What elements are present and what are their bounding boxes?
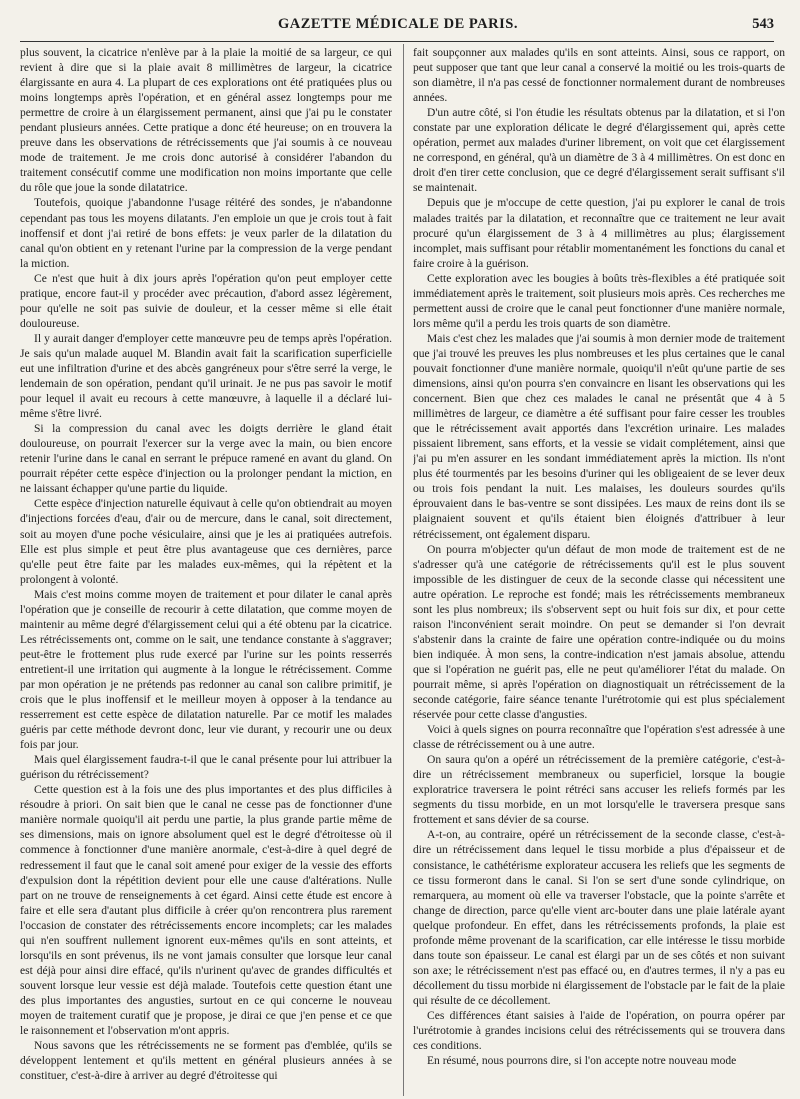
paragraph: Mais quel élargissement faudra-t-il que le canal présente pour lui attribuer la guérison du rétrécissement? [20, 754, 392, 782]
left-column [20, 46, 392, 1096]
column-divider [403, 44, 404, 1096]
paragraph: Si la compression du canal avec les doigts derrière le gland était douloureuse, on pourrait l'exercer sur la verge avec la main, ou bien encore retenir l'urine dans le canal en serrant le prépuce ramené en avant du gland. On pourrait répéter cette espèce d'injection ou la prolonger pendant la miction, en ne laissant échapper qu'une partie du liquide. [20, 423, 392, 496]
paragraph: En résumé, nous pourrons dire, si l'on accepte notre nouveau mode [427, 1055, 737, 1068]
paragraph: On pourra m'objecter qu'un défaut de mon mode de traitement est de ne s'adresser qu'à une catégorie de rétrécissements qu'il est le plus souvent impossible de les distinguer de ceux de la seconde classe qui nécessitent une autre opération. Le reproche est fondé; mais les rétrécissements membraneux sont les plus nombreux; ils s'observent sept ou huit fois sur dix, et pour cette raison l'inconvénient serait moindre. On peut se demander si l'on devrait s'abstenir dans la crainte de faire une opération contre-indiquée ou du moins bien indiquée. À mon sens, la contre-indication n'est jamais absolue, attendu que si l'opération ne guérit pas, elle ne peut qu'améliorer l'état du malade. On pourrait même, si après l'opération on diagnostiquait un rétrécissement de la seconde catégorie, faire séance tenante l'urétrotomie qui est plus spécialement réservée pour cette classe d'angusties. [413, 543, 785, 722]
paragraph: Mais c'est chez les malades que j'ai soumis à mon dernier mode de traitement que j'ai trouvé les preuves les plus nombreuses et les plus certaines que le canal pouvait fonctionner d'une manière normale, quoiqu'il n'eût qu'une partie de ses dimensions, ainsi qu'on pourra s'en convaincre en lisant les observations qui les concernent. Bien que chez ces malades le canal ne présentât que 4 à 5 millimètres de largeur, ce diamètre a été suffisant pour faire cesser les troubles que le rétrécissement avait apportés dans l'excrétion urinaire. Les malades pissaient librement, sans efforts, et la vessie se vidait complétement, ainsi que j'ai pu m'en assurer en les sondant immédiatement après la miction. Ils n'ont plus été tourmentés par les besoins d'uriner qui les obligeaient de se lever deux ou trois fois pendant la nuit. Les malaises, les douleurs sourdes qu'ils éprouvaient dans le bas-ventre se sont dissipées. Les maux de reins dont ils se plaignaient souvent et qu'ils étaient bien éloignés d'attribuer à leur rétrécissement, ont également disparu. [413, 332, 785, 541]
paragraph: plus souvent, la cicatrice n'enlève par à la plaie la moitié de sa largeur, ce qui revient à dire que si la plaie avait 8 millimètres de largeur, la cicatrice élargissante en aura 4. La plupart de ces explorations ont été pratiquées plus ou moins longtemps après l'opération, et en général assez longtemps pour me permettre de croire à un élargissement permanent, ainsi que j'ai pu le constater pendant plusieurs années. Cette pratique a donc été heureuse; on en trouvera la preuve dans les observations de rétrécissements que j'ai soumis à ce nouveau mode de traitement. Je me crois donc autorisé à considérer l'abandon du traitement consécutif comme une modification non moins importante que celle du rôle que joue la sonde dilatatrice. [20, 47, 392, 195]
paragraph: Ce n'est que huit à dix jours après l'opération qu'on peut employer cette pratique, encore faut-il y procéder avec précaution, d'abord assez légèrement, pour qu'elle ne soit pas suivie de douleur, et la cesser même si elle était douloureuse. [20, 272, 392, 330]
page-header [22, 16, 774, 38]
header-rule [20, 41, 774, 42]
right-column [413, 46, 785, 1096]
paragraph: A-t-on, au contraire, opéré un rétrécissement de la seconde classe, c'est-à-dire un rétrécissement dans lequel le tissu morbide a plus d'épaisseur et de consistance, le cathétérisme explorateur accusera les reliefs que les segments de ce tissu formeront dans le canal. Si l'on se sert d'une sonde cylindrique, on remarquera, au moment où elle va traverser l'obstacle, que la pointe s'arrête et change de direction, parce qu'elle vient arc-bouter dans une plaie latérale ayant quelque profondeur. En effet, dans les rétrécissements profonds, la plaie est profonde même provenant de la scarification, car elle intéresse le tissu morbide dans toute son épaisseur. Le canal est élargi par un de ses côtés et non suivant son axe; le rétrécissement n'est pas effacé ou, en d'autres termes, il n'y a pas eu décollement du tissu morbide ni élargissement de l'obstacle par le fait de la plaie qui résulte de ce décollement. [413, 829, 785, 1007]
paragraph: On saura qu'on a opéré un rétrécissement de la première catégorie, c'est-à-dire un rétrécissement membraneux ou superficiel, lorsque la bougie exploratrice traversera le point rétréci sans accuser les reliefs formés par les segments du tissu morbide, en un mot lorsqu'elle le traversera presque sans frottement et sans dévier de sa course. [413, 754, 785, 827]
paragraph: Voici à quels signes on pourra reconnaître que l'opération s'est adressée à une classe de rétrécissement ou à une autre. [413, 724, 785, 752]
journal-title: GAZETTE MÉDICALE DE PARIS. [278, 16, 518, 32]
paragraph: Cette exploration avec les bougies à boûts très-flexibles a été pratiquée soit immédiatement après le traitement, soit plusieurs mois après. Ces recherches me permettent aussi de croire que le canal peut fonctionner d'une manière normale, lors même qu'il a perdu les trois quarts de son diamètre. [413, 272, 785, 330]
paragraph: Cette espèce d'injection naturelle équivaut à celle qu'on obtiendrait au moyen d'injections forcées d'eau, d'air ou de mercure, dans le canal, soit directement, soit au moyen d'une poche vésiculaire, ainsi que je les ai pratiquées autrefois. Elle est plus simple et peut être plus avantageuse que ces dernières, parce qu'elle peut être faite par les malades eux-mêmes, qui la répètent et la prolongent à volonté. [20, 498, 392, 586]
paragraph: D'un autre côté, si l'on étudie les résultats obtenus par la dilatation, et si l'on constate par une exploration délicate le degré d'élargissement qui, après cette opération, permet aux malades d'uriner librement, on voit que cet élargissement ne correspond, en général, qu'à un diamètre de 3 à 4 millimètres. On est donc en droit d'en tirer cette conclusion, que ce degré d'élargissement serait suffisant s'il se maintenait. [413, 107, 785, 195]
page-number: 543 [752, 16, 774, 32]
paragraph: Mais c'est moins comme moyen de traitement et pour dilater le canal après l'opération que je conseille de recourir à cette dilatation, que comme moyen de maintenir au même degré d'élargissement celui qui a été obtenu par la cicatrice. Les rétrécissements ont, comme on le sait, une tendance constante à s'aggraver; peut-être le frottement plus rude exercé par l'urine sur les points resserrés entretient-il une irritation qui augmente à la longue le rétrécissement. Comme par mon opération je ne prétends pas redonner au canal son calibre primitif, je crois que le plus inoffensif et le meilleur moyen à opposer à la tendance au resserrement est cette espèce de dilatation naturelle. Par ce motif les malades guéris par cette méthode devront donc, leur vie durant, y recourir une ou deux fois par jour. [20, 588, 392, 752]
paragraph: fait soupçonner aux malades qu'ils en sont atteints. Ainsi, sous ce rapport, on peut supposer que tant que leur canal a conservé la moitié ou les trois-quarts de son diamètre, il n'a pas cessé de fonctionner normalement durant de nombreuses années. [413, 47, 785, 105]
paragraph: Nous savons que les rétrécissements ne se forment pas d'emblée, qu'ils se développent lentement et qu'ils mettent en général plusieurs années à se constituer, c'est-à-dire à arriver au degré d'étroitesse qui [20, 1040, 392, 1083]
paragraph: Ces différences étant saisies à l'aide de l'opération, on pourra opérer par l'urétrotomie à grandes incisions celui des rétrécissements qui se trouvera dans ces conditions. [413, 1010, 785, 1053]
paragraph: Cette question est à la fois une des plus importantes et des plus difficiles à résoudre à priori. On sait bien que le canal ne cesse pas de fonctionner d'une manière normale quoiqu'il ait perdu une partie, la plus grande partie même de ses dimensions, mais on ignore absolument quel est le degré d'étroitesse où il commence à fonctionner d'une manière anormale, c'est-à-dire à quel degré de redressement il faut que le canal soit amené pour exiger de la vessie des efforts d'expulsion dont la répétition devient pour elle une cause d'altérations. Nulle part on ne trouve de renseignements à cet égard. Ainsi cette étude est encore à faire et elle sera d'autant plus difficile à créer qu'on rencontrera plus rarement l'occasion de constater des rétrécissements encore incomplets; car les malades qui n'en souffrent nullement ignorent eux-mêmes qu'ils en sont atteints, et lorsqu'ils en sont prévenus, ils ne vont jamais consulter que lorsque leur canal est déjà pour ainsi dire effacé, qu'ils n'urinent qu'avec de grandes difficultés et souvent lorsque leur vessie est déjà malade. Toutefois cette question étant une des plus importantes des angusties, surtout en ce qui concerne le nouveau moyen de traitement curatif que je propose, je dirai ce que j'en pense et ce que le raisonnement et l'observation m'ont appris. [20, 784, 392, 1038]
paragraph: Il y aurait danger d'employer cette manœuvre peu de temps après l'opération. Je sais qu'un malade auquel M. Blandin avait fait la scarification superficielle eut une infiltration d'urine et des abcès gangréneux pour s'être serré la verge, le lendemain de son opération, pendant qu'il urinait. Je ne pus pas savoir le motif pour lequel il avait eu recours à cette manœuvre, à laquelle il a déclaré lui-même s'être livré. [20, 332, 392, 421]
paragraph: Depuis que je m'occupe de cette question, j'ai pu explorer le canal de trois malades traités par la dilatation, et reconnaître que ce traitement ne leur avait procuré qu'un élargissement de 3 à 4 millimètres au plus; élargissement incomplet, mais suffisant pour rétablir momentanément les fonctions du canal et faire croire à la guérison. [413, 197, 785, 270]
paragraph: Toutefois, quoique j'abandonne l'usage réitéré des sondes, je n'abandonne cependant pas tous les moyens dilatants. J'en emploie un que je crois tout à fait inoffensif et dont j'ai retiré de bons effets: je veux parler de la dilatation du canal qu'on obtient en y retenant l'urine par la compression de la verge pendant la miction. [20, 197, 392, 270]
